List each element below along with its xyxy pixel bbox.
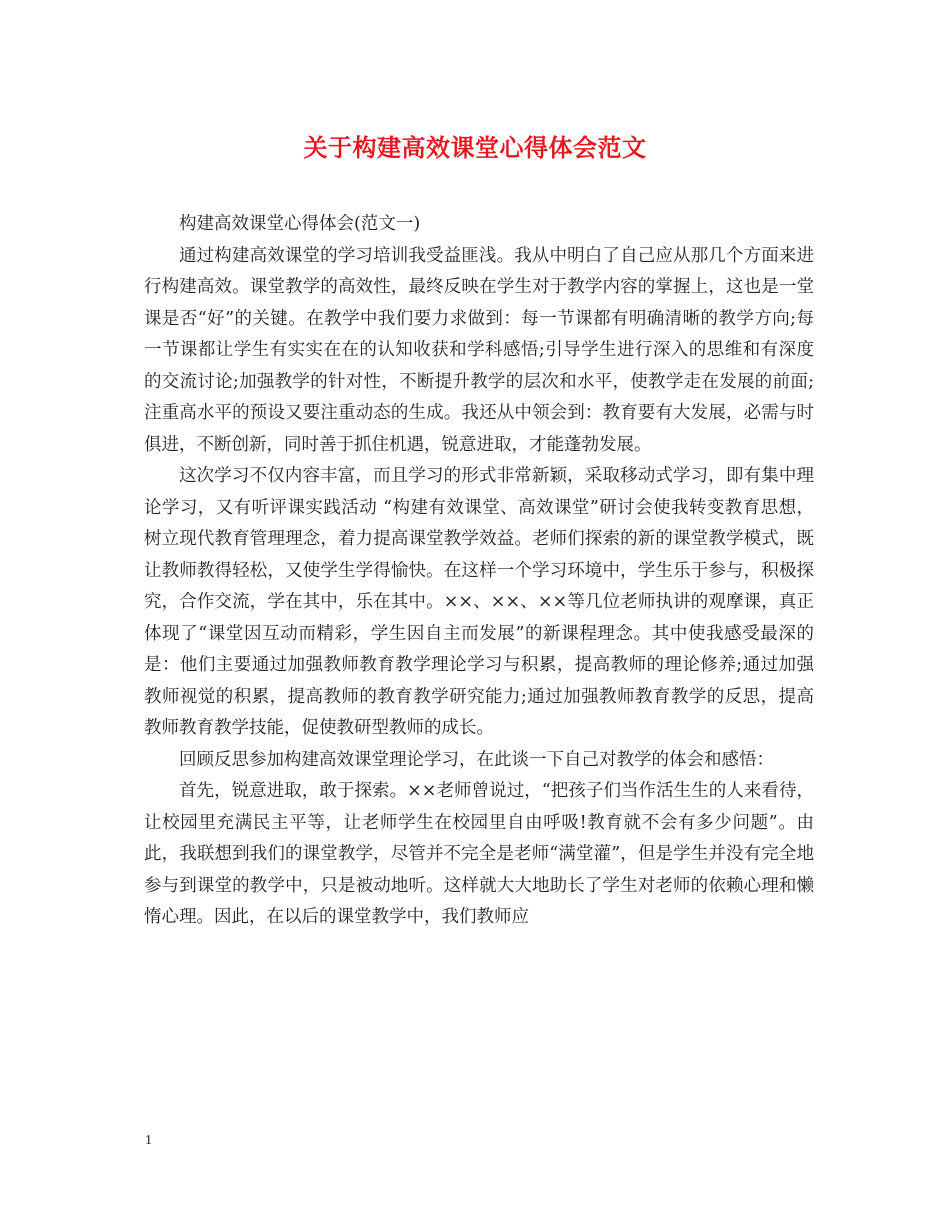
paragraph-subtitle: 构建高效课堂心得体会(范文一) xyxy=(179,214,421,234)
paragraph-3: 回顾反思参加构建高效课堂理论学习，在此谈一下自己对教学的体会和感悟： xyxy=(179,749,774,770)
paragraph-4: 首先，锐意进取，敢于探索。××老师曾说过，“把孩子们当作活生生的人来看待，让校园里充满民主平等，让老师学生在校园里自由呼吸!教育就不会有多少问题”。由此，我联想到我们的课堂教学，尽管并不完全是老师“满堂灌”，但是学生并没有完全地参与到课堂的教学中，只是被动地听。这样就大大地助长了学生对老师的依赖心理和懒惰心理。因此，在以后的课堂教学中，我们教师应 xyxy=(144,781,814,927)
paragraph-1: 通过构建高效课堂的学习培训我受益匪浅。我从中明白了自己应从那几个方面来进行构建高效。课堂教学的高效性，最终反映在学生对于教学内容的掌握上，这也是一堂课是否“好”的关键。在教学中我们要力求做到：每一节课都有明确清晰的教学方向;每一节课都让学生有实实在在的认知收获和学科感悟;引导学生进行深入的思维和有深度的交流讨论;加强教学的针对性，不断提升教学的层次和水平，使教学走在发展的前面;注重高水平的预设又要注重动态的生成。我还从中领会到：教育要有大发展，必需与时俱进，不断创新，同时善于抓住机遇，锐意进取，才能蓬勃发展。 xyxy=(144,245,814,455)
page-number: 1 xyxy=(145,1133,152,1148)
document-title: 关于构建高效课堂心得体会范文 xyxy=(303,133,647,162)
document-body xyxy=(144,209,814,934)
paragraph-2: 这次学习不仅内容丰富，而且学习的形式非常新颖，采取移动式学习，即有集中理论学习，又有听评课实践活动 “构建有效课堂、高效课堂”研讨会使我转变教育思想，树立现代教育管理理念，着力提高课堂教学效益。老师们探索的新的课堂教学模式，既让教师教得轻松，又使学生学得愉快。在这样一个学习环境中，学生乐于参与，积极探究，合作交流，学在其中，乐在其中。××、××、××等几位老师执讲的观摩课，真正体现了“课堂因互动而精彩，学生因自主而发展”的新课程理念。其中使我感受最深的是：他们主要通过加强教师教育教学理论学习与积累，提高教师的理论修养;通过加强教师视觉的积累，提高教师的教育教学研究能力;通过加强教师教育教学的反思，提高教师教育教学技能，促使教研型教师的成长。 xyxy=(144,466,814,738)
